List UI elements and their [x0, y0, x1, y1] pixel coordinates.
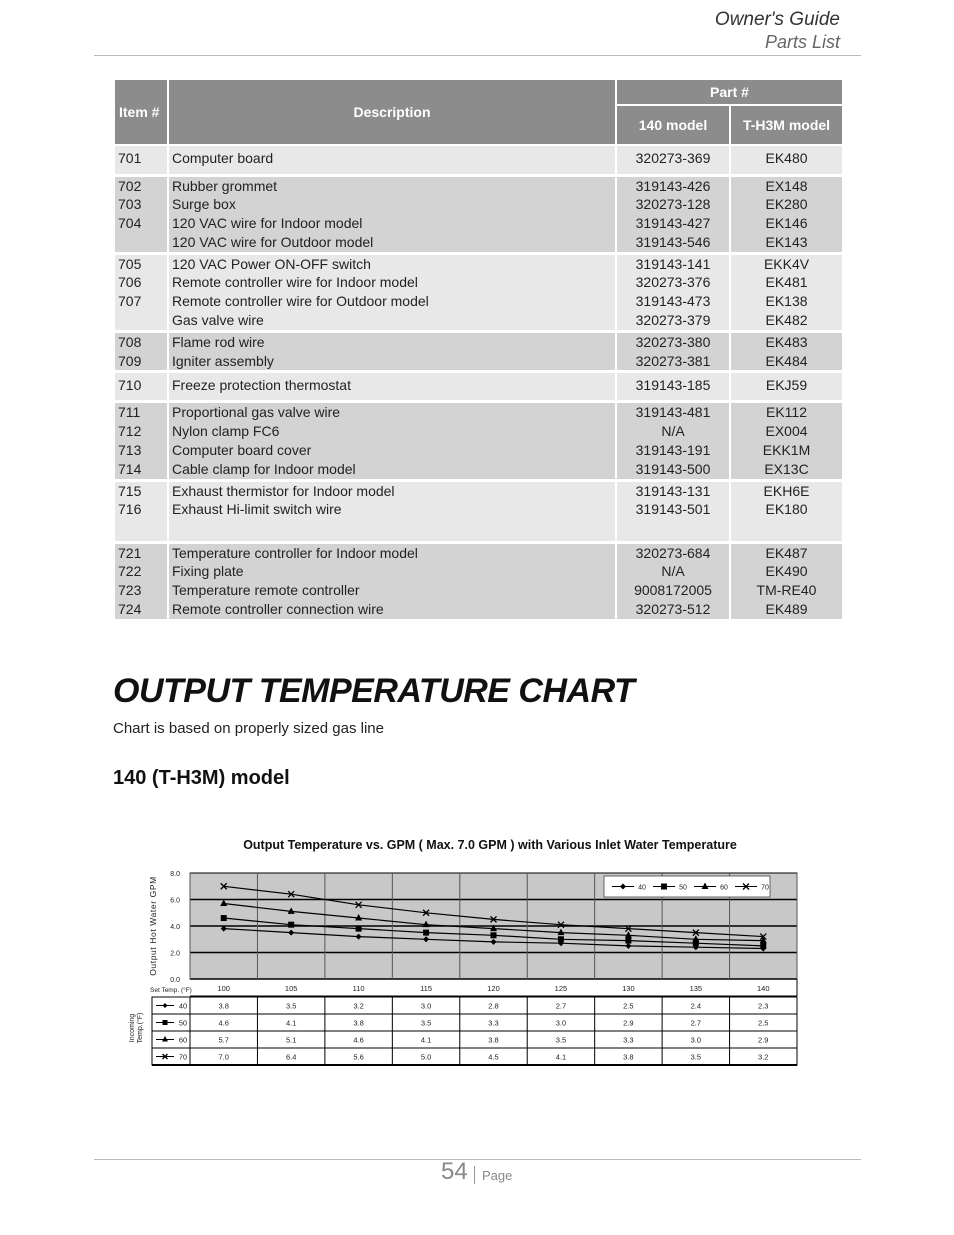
- table-series-label: 50: [178, 1018, 188, 1028]
- table-cell-line: 9008172005: [634, 582, 712, 599]
- x-axis-label: Set Temp. (°F): [150, 987, 192, 994]
- table-cell-line: Cable clamp for Indoor model: [172, 460, 356, 477]
- table-cell-line: 703: [118, 196, 142, 213]
- table-cell-line: 320273-369: [635, 150, 711, 166]
- table-cell-line: Freeze protection thermostat: [172, 377, 351, 394]
- data-value-label: 3.0: [420, 1001, 432, 1011]
- x-tick-label: 100: [217, 984, 230, 993]
- table-cell-line: Exhaust thermistor for Indoor model: [172, 482, 395, 499]
- table-series-label: 60: [178, 1035, 188, 1045]
- data-value-label: 2.9: [758, 1035, 769, 1045]
- table-cell-line: Computer board cover: [172, 442, 312, 459]
- table-cell-line: EK483: [765, 333, 808, 350]
- table-cell-line: 320273-512: [635, 601, 711, 618]
- table-cell-line: EK480: [765, 150, 808, 166]
- table-cell-line: EKK1M: [762, 442, 811, 459]
- description-header: Description: [168, 79, 616, 145]
- table-cell-line: 722: [118, 563, 142, 580]
- table-cell-line: 319143-426: [635, 177, 711, 194]
- table-cell-line: EX148: [765, 177, 808, 194]
- model-heading: 140 (T-H3M) model: [113, 767, 290, 789]
- x-tick-label: 130: [622, 984, 635, 993]
- table-cell-line: 716: [118, 501, 142, 518]
- table-cell-line: EX004: [765, 423, 808, 440]
- legend-marker-50: [661, 884, 667, 890]
- x-tick-label: 105: [284, 984, 298, 993]
- data-value-label: 4.5: [488, 1052, 499, 1062]
- table-cell-line: EK146: [765, 215, 808, 232]
- incoming-temp-label: IncomingTemp.(°F): [129, 1012, 144, 1044]
- table-cell-line: 704: [118, 215, 142, 232]
- table-cell-line: 319143-131: [635, 482, 711, 499]
- data-value-label: 2.7: [555, 1001, 567, 1011]
- table-cell-line: Surge box: [172, 196, 236, 213]
- y-tick-label: 4.0: [170, 924, 180, 931]
- table-cell-line: Nylon clamp FC6: [172, 423, 280, 440]
- y-tick-label: 0.0: [170, 977, 180, 984]
- table-cell-line: 723: [118, 582, 142, 599]
- x-tick-label: 115: [420, 984, 433, 993]
- data-value-label: 2.5: [623, 1001, 634, 1011]
- data-value-label: 4.1: [285, 1018, 297, 1028]
- data-value-label: 3.2: [758, 1052, 769, 1062]
- table-cell-line: 319143-185: [635, 377, 711, 394]
- table-cell-line: 701: [118, 150, 142, 166]
- y-tick-label: 6.0: [170, 897, 180, 905]
- data-point-50: [558, 936, 564, 942]
- table-cell-line: Computer board: [172, 150, 274, 166]
- data-value-label: 3.8: [488, 1035, 499, 1045]
- model-th3m-header: T-H3M model: [730, 105, 843, 145]
- data-value-label: 3.0: [555, 1018, 567, 1028]
- table-cell-line: Igniter assembly: [172, 352, 274, 369]
- table-cell-line: 319143-427: [635, 215, 711, 232]
- data-value-label: 2.7: [690, 1018, 702, 1028]
- data-value-label: 5.7: [218, 1035, 229, 1045]
- table-cell-line: 320273-684: [635, 544, 711, 561]
- data-value-label: 4.1: [555, 1052, 567, 1062]
- data-value-label: 5.0: [420, 1052, 432, 1062]
- table-cell-line: 724: [118, 601, 142, 618]
- page-number: 54: [441, 1158, 468, 1185]
- data-value-label: 3.3: [623, 1035, 634, 1045]
- footer-divider: [94, 1159, 861, 1160]
- table-cell-line: 708: [118, 333, 142, 350]
- data-point-50: [491, 932, 497, 938]
- table-cell-line: Remote controller connection wire: [172, 601, 384, 618]
- data-value-label: 2.8: [488, 1001, 499, 1011]
- data-value-label: 2.9: [623, 1018, 634, 1028]
- table-cell-line: 319143-473: [635, 293, 711, 310]
- y-tick-label: 2.0: [170, 950, 180, 958]
- table-cell-line: 319143-501: [635, 501, 711, 518]
- data-value-label: 3.5: [285, 1001, 297, 1011]
- table-cell-line: N/A: [661, 423, 685, 440]
- data-value-label: 4.6: [218, 1018, 229, 1028]
- data-value-label: 2.3: [758, 1001, 769, 1011]
- x-tick-label: 125: [554, 984, 568, 993]
- table-cell-line: Flame rod wire: [172, 333, 265, 350]
- table-cell-line: EK490: [765, 563, 808, 580]
- table-cell-line: 120 VAC wire for Indoor model: [172, 215, 363, 232]
- legend-label: 60: [720, 884, 728, 892]
- data-point-50: [356, 926, 362, 932]
- table-cell-line: 120 VAC Power ON-OFF switch: [172, 255, 371, 272]
- table-cell-line: EK487: [765, 544, 808, 561]
- data-value-label: 3.3: [488, 1018, 499, 1028]
- data-point-50: [288, 922, 294, 928]
- data-value-label: 5.6: [353, 1052, 364, 1062]
- table-cell-line: EKK4V: [763, 255, 810, 272]
- y-axis-label: Output Hot Water GPM: [148, 876, 158, 976]
- data-value-label: 3.2: [353, 1001, 364, 1011]
- table-cell-line: 705: [118, 255, 142, 272]
- data-value-label: 3.8: [623, 1052, 634, 1062]
- data-point-50: [221, 915, 227, 921]
- table-cell-line: EK280: [765, 196, 808, 213]
- data-value-label: 3.5: [690, 1052, 702, 1062]
- table-cell-line: 709: [118, 352, 142, 369]
- table-cell-line: 319143-481: [635, 404, 711, 421]
- table-cell-line: 320273-128: [635, 196, 711, 213]
- table-cell-line: Temperature controller for Indoor model: [172, 544, 418, 561]
- data-point-50: [423, 930, 429, 936]
- table-cell-line: 714: [118, 460, 142, 477]
- table-cell-line: 715: [118, 482, 142, 499]
- chart-title: Output Temperature vs. GPM ( Max. 7.0 GPM ) with Various Inlet Water Temperature: [243, 838, 737, 852]
- data-value-label: 3.8: [218, 1001, 229, 1011]
- section-title: OUTPUT TEMPERATURE CHART: [113, 672, 635, 710]
- table-cell-line: 711: [118, 404, 141, 421]
- data-value-label: 6.4: [285, 1052, 297, 1062]
- table-cell-line: N/A: [661, 563, 685, 580]
- data-value-label: 3.8: [353, 1018, 364, 1028]
- table-cell-line: Gas valve wire: [172, 312, 264, 329]
- section-note: Chart is based on properly sized gas line: [113, 720, 384, 737]
- data-value-label: 3.0: [690, 1035, 702, 1045]
- section-subtitle: Parts List: [764, 32, 840, 52]
- table-legend-marker-50: [163, 1020, 168, 1025]
- x-tick-label: 135: [689, 984, 703, 993]
- data-value-label: 5.1: [285, 1035, 297, 1045]
- table-cell-line: 320273-379: [635, 312, 711, 329]
- table-cell-line: 319143-191: [635, 442, 711, 459]
- table-cell-line: EKH6E: [763, 482, 810, 499]
- table-cell-line: Remote controller wire for Outdoor model: [172, 293, 429, 310]
- table-cell-line: 319143-546: [635, 233, 711, 250]
- table-series-label: 40: [178, 1001, 188, 1011]
- x-tick-label: 110: [352, 984, 365, 993]
- table-cell-line: EK489: [765, 601, 808, 618]
- part-number-header: Part #: [616, 79, 843, 105]
- table-cell-line: 713: [118, 442, 142, 459]
- y-tick-label: 8.0: [170, 871, 180, 878]
- table-cell-line: 320273-381: [635, 352, 711, 369]
- table-cell-line: EK484: [765, 352, 808, 369]
- legend-label: 40: [638, 884, 646, 892]
- data-value-label: 3.5: [420, 1018, 432, 1028]
- item-header: Item #: [114, 79, 168, 145]
- legend-label: 50: [679, 884, 687, 892]
- table-cell-line: 320273-376: [635, 274, 711, 291]
- data-value-label: 2.4: [690, 1001, 702, 1011]
- table-cell-line: EK482: [765, 312, 808, 329]
- table-cell-line: EK112: [766, 404, 807, 421]
- page-label: Page: [482, 1168, 513, 1183]
- table-cell-line: 712: [118, 423, 142, 440]
- page-separator: [474, 1166, 475, 1184]
- table-cell-line: TM-RE40: [756, 582, 817, 599]
- table-series-label: 70: [178, 1052, 188, 1062]
- table-cell-line: 706: [118, 274, 142, 291]
- data-value-label: 4.1: [420, 1035, 432, 1045]
- table-cell-line: 721: [118, 544, 142, 561]
- table-cell-line: 707: [118, 293, 142, 310]
- table-cell-line: Exhaust Hi-limit switch wire: [172, 501, 342, 518]
- data-value-label: 2.5: [758, 1018, 769, 1028]
- data-value-label: 7.0: [218, 1052, 229, 1062]
- data-value-label: 3.5: [555, 1035, 567, 1045]
- model-140-header: 140 model: [616, 105, 730, 145]
- table-cell-line: Remote controller wire for Indoor model: [172, 274, 418, 291]
- x-tick-label: 120: [487, 984, 500, 993]
- data-point-50: [760, 943, 766, 949]
- table-cell-line: EX13C: [764, 460, 809, 477]
- table-cell-line: 710: [118, 377, 142, 394]
- table-cell-line: 319143-141: [635, 255, 711, 272]
- table-cell-line: 320273-380: [635, 333, 711, 350]
- table-cell-line: EK143: [765, 233, 808, 250]
- table-cell-line: 702: [118, 177, 142, 194]
- table-cell-line: Temperature remote controller: [172, 582, 360, 599]
- table-cell-line: EK481: [765, 274, 808, 291]
- data-point-50: [625, 938, 631, 944]
- data-value-label: 4.6: [353, 1035, 364, 1045]
- table-cell-line: 120 VAC wire for Outdoor model: [172, 233, 374, 250]
- table-cell-line: EK138: [765, 293, 808, 310]
- legend-label: 70: [761, 884, 769, 892]
- table-cell-line: Rubber grommet: [172, 177, 278, 194]
- table-cell-line: Fixing plate: [172, 563, 244, 580]
- table-cell-line: EKJ59: [765, 377, 808, 394]
- table-cell-line: Proportional gas valve wire: [172, 404, 341, 421]
- guide-title: Owner's Guide: [714, 9, 840, 30]
- table-cell-line: 319143-500: [635, 460, 711, 477]
- x-tick-label: 140: [757, 984, 770, 993]
- table-cell-line: EK180: [765, 501, 808, 518]
